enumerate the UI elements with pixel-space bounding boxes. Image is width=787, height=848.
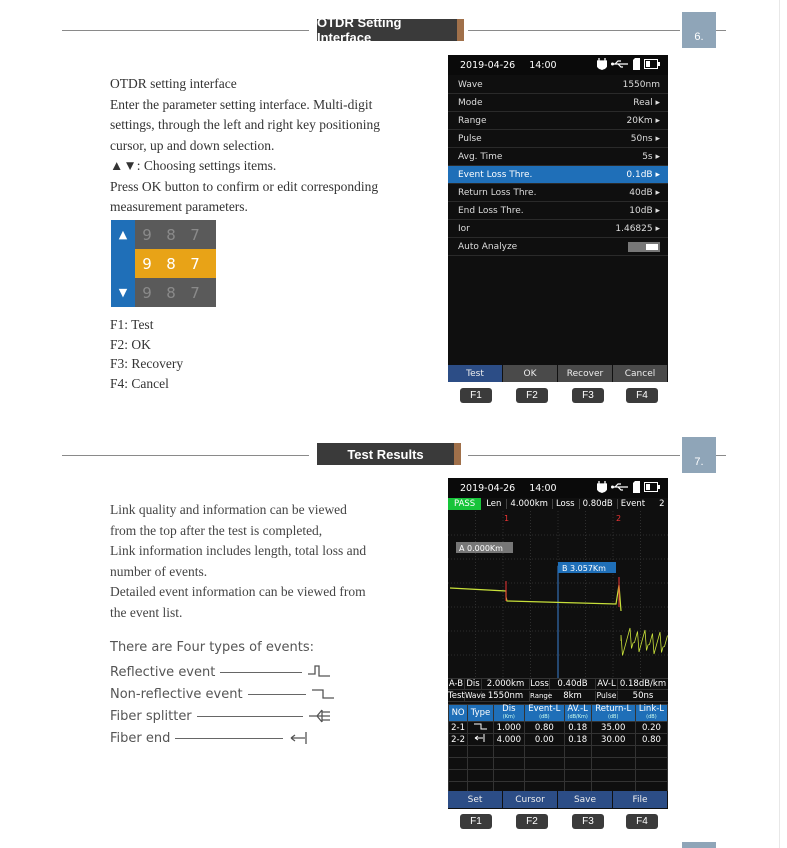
setting-value: 5s ▸ [642,151,660,162]
f4-key[interactable]: F4 [626,814,658,829]
header-rule-left [62,30,309,31]
otdr-settings-screen [448,55,668,382]
f4-key[interactable]: F4 [626,388,658,403]
sd-card-icon [633,58,640,70]
setting-label: Auto Analyze [458,241,518,252]
header-rule-right [468,30,680,31]
setting-label: Ior [458,223,470,234]
table-row-empty [449,758,668,770]
event-list-table[interactable] [448,704,668,794]
noise-floor [621,628,668,656]
fiber-splitter-icon [308,708,332,724]
column-header: Event-L (dB) [524,705,564,722]
f2-key[interactable]: F2 [516,814,548,829]
setting-label: Range [458,115,487,126]
para-line: Press OK button to confirm or edit corresponding [110,178,379,194]
header-rule-right [468,455,680,456]
fiber-end-icon [288,730,312,746]
digit: 7 [190,254,200,273]
setting-label: Wave [458,79,483,90]
function-key-legend [110,315,183,393]
digit-selector-illustration [111,220,216,308]
setting-value: 1.46825 ▸ [615,223,660,234]
cell-evl: 0.80 [524,722,564,734]
cell-ll: 0.80 [635,734,667,746]
status-date: 2019-04-26 [460,59,516,71]
cell-type [468,722,494,734]
para-line: ▲▼: Choosing settings items. [110,158,277,173]
f1-key[interactable]: F1 [460,814,492,829]
page-number-tab: 7. [682,437,716,473]
setting-row[interactable] [448,202,668,220]
event-fiber-splitter: Fiber splitter [110,706,332,726]
non-reflective-event-icon [473,722,487,730]
header-rule-tail [716,30,726,31]
digit: 9 [142,225,152,244]
setting-label: End Loss Thre. [458,205,524,216]
cell-dis: 1.000 [493,722,524,734]
para-line: Detailed event information can be viewed from [110,584,366,599]
selector-bar [111,249,135,278]
info-row-test: Test Wave 1550nm Range 8km Pulse 50ns [448,690,668,702]
setting-value: 50ns ▸ [630,133,660,144]
column-header: NO [449,705,468,722]
table-row-empty [449,770,668,782]
para-line: number of events. [110,563,208,579]
softkey-save[interactable]: Save [558,791,613,808]
setting-label: Pulse [458,133,482,144]
usb-icon [611,482,629,492]
setting-row[interactable] [448,94,668,112]
softkey-cancel[interactable]: Cancel [613,365,668,382]
digit-row-lower [111,278,216,307]
f3-key[interactable]: F3 [572,388,604,403]
page-number-tab [682,842,716,848]
setting-row[interactable] [448,220,668,238]
cell-ll: 0.20 [635,722,667,734]
column-header: AV.-L (dB/Km) [564,705,591,722]
info-table [448,678,668,702]
digit: 7 [190,283,200,302]
cell-evl: 0.00 [524,734,564,746]
len-value: 4.000km [506,499,548,509]
setting-label: Event Loss Thre. [458,169,533,180]
otdr-trace-graph[interactable] [448,511,668,679]
softkey-test[interactable]: Test [448,365,503,382]
digit: 8 [166,225,176,244]
digit: 8 [166,254,176,273]
power-plug-icon [597,58,607,70]
setting-row[interactable] [448,184,668,202]
setting-value: Real ▸ [633,97,660,108]
legend-f3: F3: Recovery [110,356,184,371]
summary-bar [448,498,668,510]
toggle-knob [646,244,658,250]
non-reflective-event-icon [311,686,335,702]
table-row-empty [449,746,668,758]
softkey-file[interactable]: File [613,791,668,808]
event-count: 2 [659,499,665,509]
cell-avl: 0.18 [564,722,591,734]
cell-type [468,734,494,746]
legend-f2: F2: OK [110,336,151,352]
column-header: Dis (Km) [493,705,524,722]
table-row[interactable] [449,734,668,746]
cell-no: 2-2 [449,734,468,746]
legend-f1: F1: Test [110,317,154,332]
setting-row[interactable] [448,112,668,130]
event-non-reflective: Non-reflective event [110,684,335,704]
cursor-a-label: A 0.000Km [459,544,503,553]
fiber-end-icon [473,734,487,742]
reflective-event-icon [307,664,331,680]
page-number-tab: 6. [682,12,716,48]
status-bar [448,478,668,498]
para-line: from the top after the test is completed, [110,522,323,538]
para-line: cursor, up and down selection. [110,137,275,153]
test-results-description [110,500,366,623]
digit: 7 [190,225,200,244]
status-time: 14:00 [529,482,557,494]
len-label: Len [486,499,502,509]
event-label: Event [617,499,645,509]
para-line: Enter the parameter setting interface. Multi-digit [110,96,373,112]
para-line: the event list. [110,604,183,620]
table-row[interactable] [449,722,668,734]
status-icons [597,58,660,70]
setting-value: 40dB ▸ [629,187,660,198]
pass-badge: PASS [448,498,481,510]
legend-f4: F4: Cancel [110,375,169,391]
event-marker-2: 2 [616,514,622,523]
para-line: measurement parameters. [110,199,248,214]
softkey-recover[interactable]: Recover [558,365,613,382]
setting-value: 20Km ▸ [626,115,660,126]
digit: 9 [142,254,152,273]
battery-icon [644,59,660,69]
para-line: Link information includes length, total loss and [110,543,367,558]
f3-key[interactable]: F3 [572,814,604,829]
column-header: Link-L (dB) [635,705,667,722]
battery-icon [644,482,660,492]
setting-label: Mode [458,97,483,108]
otdr-setting-description [110,74,440,218]
cell-dis: 4.000 [493,734,524,746]
setting-row[interactable] [448,130,668,148]
cell-no: 2-1 [449,722,468,734]
digit: 8 [166,283,176,302]
page-edge-line [779,0,780,848]
header-rule-left [62,455,309,456]
softkey-bar [448,791,668,808]
table-header [449,705,668,722]
event-types-heading: There are Four types of events: [110,640,314,655]
softkey-cursor[interactable]: Cursor [503,791,558,808]
test-results-screen [448,478,668,809]
down-arrow-icon: ▼ [111,278,135,307]
info-row-ab: A-B Dis 2.000km Loss 0.40dB AV-L 0.18dB/km [448,679,667,689]
cell-rl: 35.00 [591,722,635,734]
softkey-ok[interactable]: OK [503,365,558,382]
event-marker-1: 1 [504,514,510,523]
setting-row[interactable] [448,148,668,166]
setting-label: Return Loss Thre. [458,187,537,198]
cursor-b-label: B 3.057Km [562,564,606,573]
sd-card-icon [633,481,640,493]
header-rule-tail [716,455,726,456]
digit-row-selected [111,249,216,278]
column-header: Return-L (dB) [591,705,635,722]
loss-value: 0.80dB [579,499,613,509]
title-accent [454,443,461,465]
para-line: settings, through the left and right key positioning [110,117,380,132]
setting-label: Avg. Time [458,151,503,162]
up-arrow-icon: ▲ [111,220,135,249]
setting-row[interactable] [448,76,668,94]
para-heading: OTDR setting interface [110,76,237,91]
status-bar [448,55,668,75]
auto-analyze-toggle[interactable] [628,242,660,252]
setting-row[interactable] [448,166,668,184]
section-title-otdr-setting: OTDR Setting Interface [317,19,457,41]
cell-avl: 0.18 [564,734,591,746]
softkey-set[interactable]: Set [448,791,503,808]
status-icons [597,481,660,493]
loss-label: Loss [552,499,575,509]
event-reflective: Reflective event [110,662,331,682]
setting-value: 10dB ▸ [629,205,660,216]
setting-value: 0.1dB ▸ [626,169,660,180]
digit: 9 [142,283,152,302]
f1-key[interactable]: F1 [460,388,492,403]
setting-row[interactable] [448,238,668,256]
setting-value: 1550nm [622,79,660,90]
usb-icon [611,59,629,69]
event-fiber-end: Fiber end [110,728,312,748]
digit-row-upper [111,220,216,249]
cell-rl: 30.00 [591,734,635,746]
column-header: Type [468,705,494,722]
status-time: 14:00 [529,59,557,71]
title-accent [457,19,464,41]
para-line: Link quality and information can be viewed [110,502,347,517]
noise-trace [621,628,668,656]
section-title-test-results: Test Results [317,443,454,465]
softkey-bar [448,365,668,382]
status-date: 2019-04-26 [460,482,516,494]
power-plug-icon [597,481,607,493]
f2-key[interactable]: F2 [516,388,548,403]
